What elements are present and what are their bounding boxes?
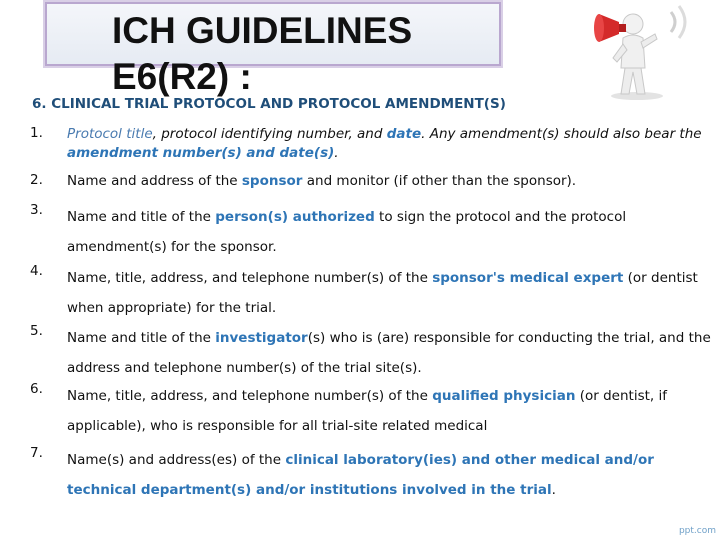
highlighted-term: Protocol title: [67, 126, 153, 142]
list-item: [67, 323, 717, 383]
highlighted-term: qualified physician: [432, 388, 576, 404]
list-item-text: Name and title of the: [67, 330, 216, 346]
list-item-text: (or dentist, if applicable), who is responsible for all trial-site related medical: [67, 388, 667, 434]
list-item-number: 5.: [30, 323, 43, 339]
page-title: ICH GUIDELINES E6(R2) :: [112, 10, 413, 97]
list-item: [67, 202, 717, 262]
highlighted-term: clinical laboratory(ies) and other medical and/or technical department(s) and/or institutions involved in the trial: [67, 452, 654, 498]
megaphone-figure-icon: [585, 2, 695, 102]
highlighted-term: sponsor: [241, 173, 303, 189]
highlighted-term: investigator: [215, 330, 308, 346]
list-item-text: , protocol identifying number, and: [152, 126, 387, 142]
list-item-text: .: [551, 482, 556, 498]
section-subtitle: 6. CLINICAL TRIAL PROTOCOL AND PROTOCOL AMENDMENT(S): [32, 96, 506, 112]
watermark: ppt.com: [678, 526, 716, 536]
list-item-number: 2.: [30, 172, 43, 188]
list-item-number: 4.: [30, 263, 43, 279]
list-item-text: Name and address of the: [67, 173, 242, 189]
list-item-text: and monitor (if other than the sponsor).: [302, 173, 577, 189]
highlighted-term: amendment number(s) and date(s): [67, 145, 335, 161]
list-item-text: (s) who is (are) responsible for conducting the trial, and the address and telephone number(s) of the trial site(s).: [67, 330, 711, 376]
list-item-text: to sign the protocol and the protocol amendment(s) for the sponsor.: [67, 209, 627, 255]
list-item-number: 6.: [30, 381, 43, 397]
list-item-text: Name, title, address, and telephone number(s) of the: [67, 270, 433, 286]
highlighted-term: date: [386, 126, 422, 142]
list-item-text: Name and title of the: [67, 209, 216, 225]
list-item-text: (or dentist when appropriate) for the trial.: [67, 270, 698, 316]
highlighted-term: person(s) authorized: [215, 209, 375, 225]
list-item-text: Name(s) and address(es) of the: [67, 452, 286, 468]
list-item-number: 3.: [30, 202, 43, 218]
list-item: [67, 445, 717, 505]
list-item-text: .: [334, 145, 339, 161]
list-item-number: 1.: [30, 125, 43, 141]
list-item-text: Name, title, address, and telephone number(s) of the: [67, 388, 433, 404]
list-item: [67, 263, 717, 323]
list-item: [67, 125, 717, 163]
list-item: [67, 381, 717, 441]
list-item-text: . Any amendment(s) should also bear the: [421, 126, 702, 142]
list-item: [67, 172, 717, 191]
list-item-number: 7.: [30, 445, 43, 461]
highlighted-term: sponsor's medical expert: [432, 270, 624, 286]
